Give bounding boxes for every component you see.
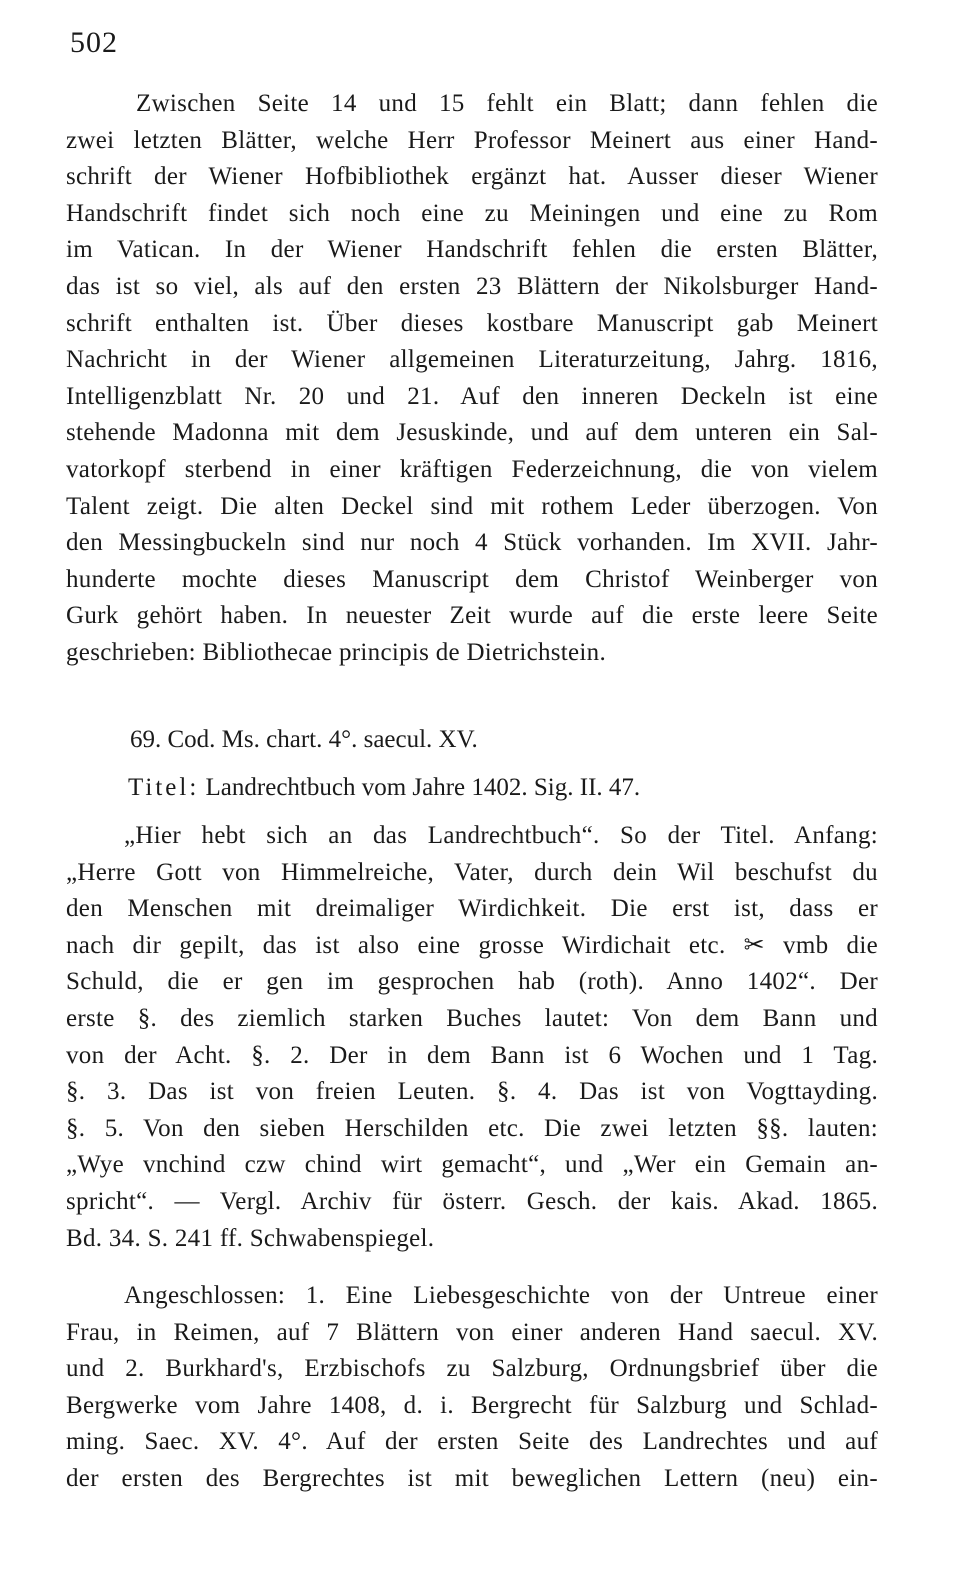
- text-line: Talent zeigt. Die alten Deckel sind mit rothem Leder überzogen. Von: [66, 492, 878, 520]
- text-line: Nachricht in der Wiener allgemeinen Literaturzeitung, Jahrg. 1816,: [66, 346, 878, 374]
- text-line: den Menschen mit dreimaliger Wirdichkeit. Die erst ist, dass er: [66, 895, 878, 923]
- text-line: schrift enthalten ist. Über dieses kostbare Manuscript gab Meinert: [66, 309, 878, 337]
- entry-title-label: Titel:: [128, 774, 200, 801]
- page-number: 502: [70, 26, 118, 59]
- text-line: Gurk gehört haben. In neuester Zeit wurde auf die erste leere Seite: [66, 602, 878, 630]
- text-line: Bergwerke vom Jahre 1408, d. i. Bergrecht für Salzburg und Schlad-: [66, 1391, 878, 1419]
- text-line: spricht“. — Vergl. Archiv für österr. Gesch. der kais. Akad. 1865.: [66, 1187, 878, 1215]
- paragraph-continuation: [66, 86, 878, 672]
- text-line: §. 3. Das ist von freien Leuten. §. 4. Das ist von Vogttayding.: [66, 1078, 878, 1106]
- text-line: Schuld, die er gen im gesprochen hab (roth). Anno 1402“. Der: [66, 968, 878, 996]
- text-line: im Vatican. In der Wiener Handschrift fehlen die ersten Blätter,: [66, 236, 878, 264]
- text-line: Frau, in Reimen, auf 7 Blättern von einer anderen Hand saecul. XV.: [66, 1318, 878, 1346]
- entry-title-text: Landrechtbuch vom Jahre 1402. Sig. II. 47.: [205, 774, 641, 801]
- text-line: vatorkopf sterbend in einer kräftigen Federzeichnung, die von vielem: [66, 455, 878, 483]
- text-line: zwei letzten Blätter, welche Herr Professor Meinert aus einer Hand-: [66, 126, 878, 154]
- text-line: „Wye vnchind czw chind wirt gemacht“, und „Wer ein Gemain an-: [66, 1151, 878, 1179]
- text-line: Intelligenzblatt Nr. 20 und 21. Auf den inneren Deckeln ist eine: [66, 382, 878, 410]
- text-line: Angeschlossen: 1. Eine Liebesgeschichte von der Untreue einer: [124, 1282, 878, 1309]
- text-line: „Hier hebt sich an das Landrechtbuch“. So der Titel. Anfang:: [124, 822, 878, 849]
- text-line: ming. Saec. XV. 4°. Auf der ersten Seite des Landrechtes und auf: [66, 1428, 878, 1456]
- text-line: den Messingbuckeln sind nur noch 4 Stück vorhanden. Im XVII. Jahr-: [66, 529, 878, 557]
- text-line: schrift der Wiener Hofbibliothek ergänzt hat. Ausser dieser Wiener: [66, 163, 878, 191]
- text-line: geschrieben: Bibliothecae principis de Dietrichstein.: [66, 638, 607, 666]
- text-line: nach dir gepilt, das ist also eine grosse Wirdichait etc. ✂ vmb die: [66, 931, 878, 959]
- text-line: hunderte mochte dieses Manuscript dem Christof Weinberger von: [66, 565, 878, 593]
- text-line: erste §. des ziemlich starken Buches lautet: Von dem Bann und: [66, 1004, 878, 1032]
- text-line: Bd. 34. S. 241 ff. Schwabenspiegel.: [66, 1224, 435, 1252]
- text-line: das ist so viel, als auf den ersten 23 Blättern der Nikolsburger Hand-: [66, 272, 878, 300]
- entry-title: [128, 770, 640, 806]
- text-line: von der Acht. §. 2. Der in dem Bann ist 6 Wochen und 1 Tag.: [66, 1041, 878, 1069]
- paragraph-description: [66, 818, 878, 1257]
- text-line: §. 5. Von den sieben Herschilden etc. Die zwei letzten §§. lauten:: [66, 1114, 878, 1142]
- text-line: und 2. Burkhard's, Erzbischofs zu Salzburg, Ordnungsbrief über die: [66, 1355, 878, 1383]
- text-line: Handschrift findet sich noch eine zu Meiningen und eine zu Rom: [66, 199, 878, 227]
- entry-heading: 69. Cod. Ms. chart. 4°. saecul. XV.: [130, 726, 478, 753]
- paragraph-appended: [66, 1278, 878, 1498]
- text-line: Zwischen Seite 14 und 15 fehlt ein Blatt; dann fehlen die: [136, 90, 878, 117]
- text-line: „Herre Gott von Himmelreiche, Vater, durch dein Wil beschufst du: [66, 858, 878, 886]
- text-line: der ersten des Bergrechtes ist mit beweglichen Lettern (neu) ein-: [66, 1464, 878, 1492]
- text-line: stehende Madonna mit dem Jesuskinde, und auf dem unteren ein Sal-: [66, 419, 878, 447]
